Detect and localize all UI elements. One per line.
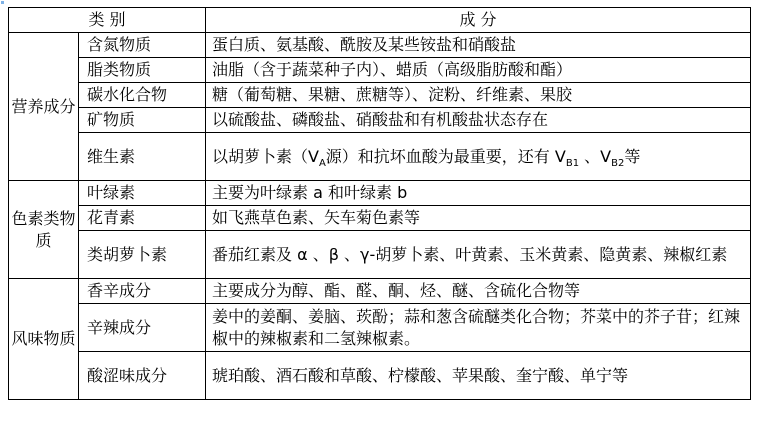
table-row [9, 181, 751, 206]
subcategory-cell: 香辛成分 [79, 279, 206, 304]
header-category: 类 别 [9, 8, 206, 33]
composition-cell: 琥珀酸、酒石酸和草酸、柠檬酸、苹果酸、奎宁酸、单宁等 [206, 352, 751, 400]
table-row [9, 33, 751, 58]
text-part: 源）和抗坏血酸为最重要，还有 V [325, 146, 566, 166]
subscript-b2: B2 [611, 157, 625, 169]
composition-cell: 蛋白质、氨基酸、酰胺及某些铵盐和硝酸盐 [206, 33, 751, 58]
group-label: 色素类物质 [11, 208, 76, 250]
subcategory-cell: 维生素 [79, 133, 206, 181]
table-row [9, 279, 751, 304]
composition-cell [206, 133, 751, 181]
group-flavor [9, 279, 79, 400]
composition-cell: 姜中的姜酮、姜脑、莰酚；蒜和葱含硫醚类化合物；芥菜中的芥子苷；红辣椒中的辣椒素和二氢辣椒素。 [206, 304, 751, 352]
text-part: 、V [579, 146, 612, 166]
text-part: 以胡萝卜素（V [212, 146, 319, 166]
table-row [9, 133, 751, 181]
subcategory-cell: 辛辣成分 [79, 304, 206, 352]
composition-cell: 糖（葡萄糖、果糖、蔗糖等）、淀粉、纤维素、果胶 [206, 83, 751, 108]
subcategory-cell: 叶绿素 [79, 181, 206, 206]
group-nutrition [9, 33, 79, 181]
table-row [9, 304, 751, 352]
subcategory-cell: 脂类物质 [79, 58, 206, 83]
composition-cell: 油脂（含于蔬菜种子内）、蜡质（高级脂肪酸和酯） [206, 58, 751, 83]
selection-marker [1, 1, 4, 4]
composition-table [8, 7, 751, 400]
header-composition: 成 分 [206, 8, 751, 33]
text-part: 等 [624, 146, 641, 166]
subcategory-cell: 酸涩味成分 [79, 352, 206, 400]
subcategory-cell: 含氮物质 [79, 33, 206, 58]
subcategory-cell: 碳水化合物 [79, 83, 206, 108]
composition-cell: 主要为叶绿素 a 和叶绿素 b [206, 181, 751, 206]
subscript-b1: B1 [565, 157, 580, 169]
table-row [9, 206, 751, 231]
table-row [9, 83, 751, 108]
composition-cell: 如飞燕草色素、矢车菊色素等 [206, 206, 751, 231]
composition-cell: 番茄红素及 α 、β 、γ-胡萝卜素、叶黄素、玉米黄素、隐黄素、辣椒红素 [206, 231, 751, 279]
subscript-a: A [318, 157, 326, 169]
table-row [9, 352, 751, 400]
header-row [9, 8, 751, 33]
table-row [9, 58, 751, 83]
subcategory-cell: 类胡萝卜素 [79, 231, 206, 279]
composition-cell: 以硫酸盐、磷酸盐、硝酸盐和有机酸盐状态存在 [206, 108, 751, 133]
group-pigments [9, 181, 79, 279]
group-label: 营养成分 [11, 96, 76, 116]
group-label: 风味物质 [11, 329, 76, 348]
subcategory-cell: 矿物质 [79, 108, 206, 133]
table-row [9, 231, 751, 279]
subcategory-cell: 花青素 [79, 206, 206, 231]
table-row [9, 108, 751, 133]
composition-cell: 主要成分为醇、酯、醛、酮、烃、醚、含硫化合物等 [206, 279, 751, 304]
